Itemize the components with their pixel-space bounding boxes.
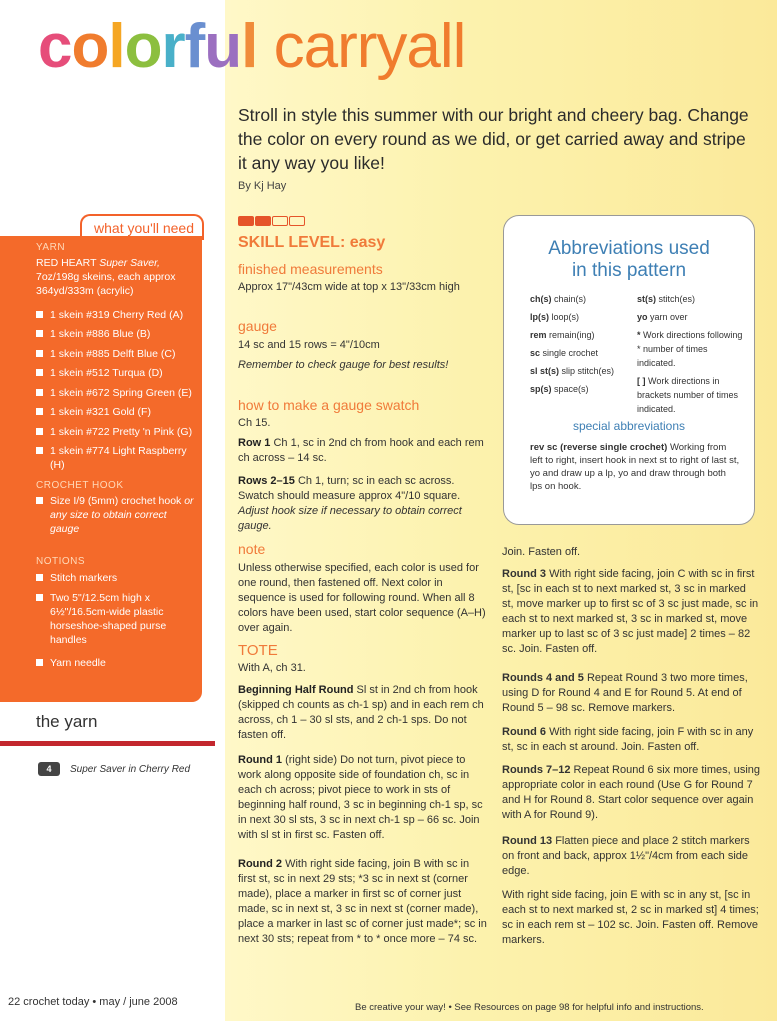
title-carryall: carryall bbox=[273, 12, 466, 81]
notions-heading: NOTIONS bbox=[36, 556, 86, 567]
materials-sidebar bbox=[0, 236, 202, 702]
skill-level-icon bbox=[238, 213, 306, 231]
skein-item: 1 skein #319 Cherry Red (A) bbox=[36, 308, 198, 322]
abbr-item: [ ] Work directions in brackets number of times indicated. bbox=[637, 376, 739, 414]
yarn-name: Super Saver in Cherry Red bbox=[70, 764, 191, 775]
swatch-heading: how to make a gauge swatch bbox=[238, 397, 420, 413]
round-3: Round 3 With right side facing, join C with sc in first st, [sc in each st to next marked st, 3 sc in marked st, move marker up to first sc of 3 sc just made, sc in each st to next marked st, 3 sc in marked st, move marker up to last sc of 3 sc just made] 2 times – 82 sc. Join. Fasten off. bbox=[502, 568, 759, 655]
page-title bbox=[38, 8, 465, 86]
gauge-text: 14 sc and 15 rows = 4"/10cm bbox=[238, 339, 380, 351]
yarn-heading: YARN bbox=[36, 242, 66, 253]
hook-heading: CROCHET HOOK bbox=[36, 480, 124, 491]
gauge-heading: gauge bbox=[238, 318, 277, 334]
round-13-continued: With right side facing, join E with sc in any st, [sc in each st to next marked st, 2 sc in marked st] 4 times; sc in each rem st – 102 sc. Join. Fasten off. Remove markers. bbox=[502, 889, 759, 946]
skein-item: 1 skein #672 Spring Green (E) bbox=[36, 386, 198, 400]
skill-level: SKILL LEVEL: easy bbox=[238, 234, 386, 251]
rounds-4-5: Rounds 4 and 5 Repeat Round 3 two more times, using D for Round 4 and E for Round 5. At end of Round 5 – 98 sc. Remove markers. bbox=[502, 672, 748, 714]
gauge-note: Remember to check gauge for best results! bbox=[238, 359, 449, 371]
abbr-item: ch(s) chain(s) bbox=[530, 294, 587, 304]
notion-item: Yarn needle bbox=[36, 656, 198, 670]
skein-item: 1 skein #512 Turqua (D) bbox=[36, 366, 198, 380]
intro-text: Stroll in style this summer with our bright and cheery bag. Change the color on every round as we did, or get carried away and stripe it any way you like! bbox=[238, 105, 749, 173]
tote-heading: TOTE bbox=[238, 642, 278, 659]
footer-folio: 22 crochet today • may / june 2008 bbox=[8, 996, 178, 1008]
finished-text: Approx 17"/43cm wide at top x 13"/33cm high bbox=[238, 281, 460, 293]
swatch-row1: Row 1 Ch 1, sc in 2nd ch from hook and each rem ch across – 14 sc. bbox=[238, 437, 484, 464]
footer-note: Be creative your way! • See Resources on page 98 for helpful info and instructions. bbox=[355, 1002, 704, 1013]
byline: By Kj Hay bbox=[238, 180, 287, 192]
note-heading: note bbox=[238, 541, 266, 557]
abbreviations-right bbox=[637, 292, 747, 416]
round-1: Round 1 (right side) Do not turn, pivot piece to work along opposite side of foundation ch, sc in each ch across; pivot piece to work in sts of beginning half round, 3 sc in beginning ch-1 sp, sc in next 30 sl sts, 3 sc in next ch-1 sp – 66 sc. Join with sl st in first sc. Fasten off. bbox=[238, 754, 483, 841]
skein-item: 1 skein #885 Delft Blue (C) bbox=[36, 347, 198, 361]
abbr-item: rem remain(ing) bbox=[530, 330, 595, 340]
abbr-item: sl st(s) slip stitch(es) bbox=[530, 366, 615, 376]
swatch-ch: Ch 15. bbox=[238, 417, 271, 429]
abbreviations-title: Abbreviations used in this pattern bbox=[548, 238, 710, 281]
title-colorful: colorful bbox=[38, 12, 258, 81]
notion-item: Stitch markers bbox=[36, 571, 198, 585]
skein-item: 1 skein #321 Gold (F) bbox=[36, 405, 198, 419]
abbreviations-box bbox=[503, 215, 755, 525]
what-you-need-tab: what you'll need bbox=[80, 214, 204, 240]
rounds-7-12: Rounds 7–12 Repeat Round 6 six more times, using appropriate color in each round (Use G for Round 7 and H for Round 8. Start color sequence over again with A for Round 9). bbox=[502, 764, 761, 821]
note-text: Unless otherwise specified, each color is used for one round, then fastened off. Next color in sequence is used for following round. When all 8 colors have been used, start color sequence (A–H) over again. bbox=[238, 562, 486, 634]
abbr-item: st(s) stitch(es) bbox=[637, 294, 696, 304]
yarn-brand: RED HEART Super Saver, 7oz/198g skeins, each approx 364yd/333m (acrylic) bbox=[36, 257, 176, 297]
the-yarn-heading: the yarn bbox=[36, 712, 98, 731]
special-abbreviations-title: special abbreviations bbox=[572, 419, 686, 433]
round-13: Round 13 Flatten piece and place 2 stitch markers on front and back, approx 1½"/4cm from each side edge. bbox=[502, 835, 750, 877]
notion-item: Two 5"/12.5cm high x 6½"/16.5cm-wide plastic horseshoe-shaped purse handles bbox=[36, 591, 198, 647]
round-2: Round 2 With right side facing, join B with sc in first st, sc in next 29 sts; *3 sc in next st (corner made), place a marker in first sc of corner just made, sc in next st, 3 sc in next st (corner made), place a marker in last sc of corner just made*; sc in next 30 sts; repeat from * to * once more – 74 sc. bbox=[238, 858, 487, 945]
skein-item: 1 skein #886 Blue (B) bbox=[36, 327, 198, 341]
swatch-rows: Rows 2–15 Ch 1, turn; sc in each sc across. Swatch should measure approx 4"/10 square. Adjust hook size if necessary to obtain correct gauge. bbox=[238, 475, 462, 532]
abbr-item: yo yarn over bbox=[637, 312, 688, 322]
beginning-half-round: Beginning Half Round Sl st in 2nd ch from hook (skipped ch counts as ch-1 sp) and in each rem ch across, ch 1 – 30 sl sts, and 2 ch-1 sps. Do not fasten off. bbox=[238, 684, 484, 741]
hook-item: Size I/9 (5mm) crochet hook or any size to obtain correct gauge bbox=[36, 494, 198, 536]
abbr-item: sp(s) space(s) bbox=[530, 384, 589, 394]
skein-item: 1 skein #774 Light Raspberry (H) bbox=[36, 444, 198, 472]
abbreviations-left bbox=[530, 292, 640, 396]
round-6: Round 6 With right side facing, join F with sc in any st, sc in each st around. Join. Fasten off. bbox=[502, 726, 754, 753]
yarn-weight-icon: 4 bbox=[38, 762, 60, 776]
abbr-item: sc single crochet bbox=[530, 348, 599, 358]
finished-heading: finished measurements bbox=[238, 261, 383, 277]
special-abbreviations-text: rev sc (reverse single crochet) Working from left to right, insert hook in next st to right of last st, yo and draw up a lp, yo and draw through both lps on hook. bbox=[530, 442, 740, 492]
tote-start: With A, ch 31. bbox=[238, 662, 306, 674]
abbr-item: * Work directions following * number of times indicated. bbox=[637, 330, 743, 368]
round-2-end: Join. Fasten off. bbox=[502, 546, 581, 558]
abbr-item: lp(s) loop(s) bbox=[530, 312, 580, 322]
skein-item: 1 skein #722 Pretty 'n Pink (G) bbox=[36, 425, 198, 439]
yarn-rule bbox=[0, 741, 215, 746]
